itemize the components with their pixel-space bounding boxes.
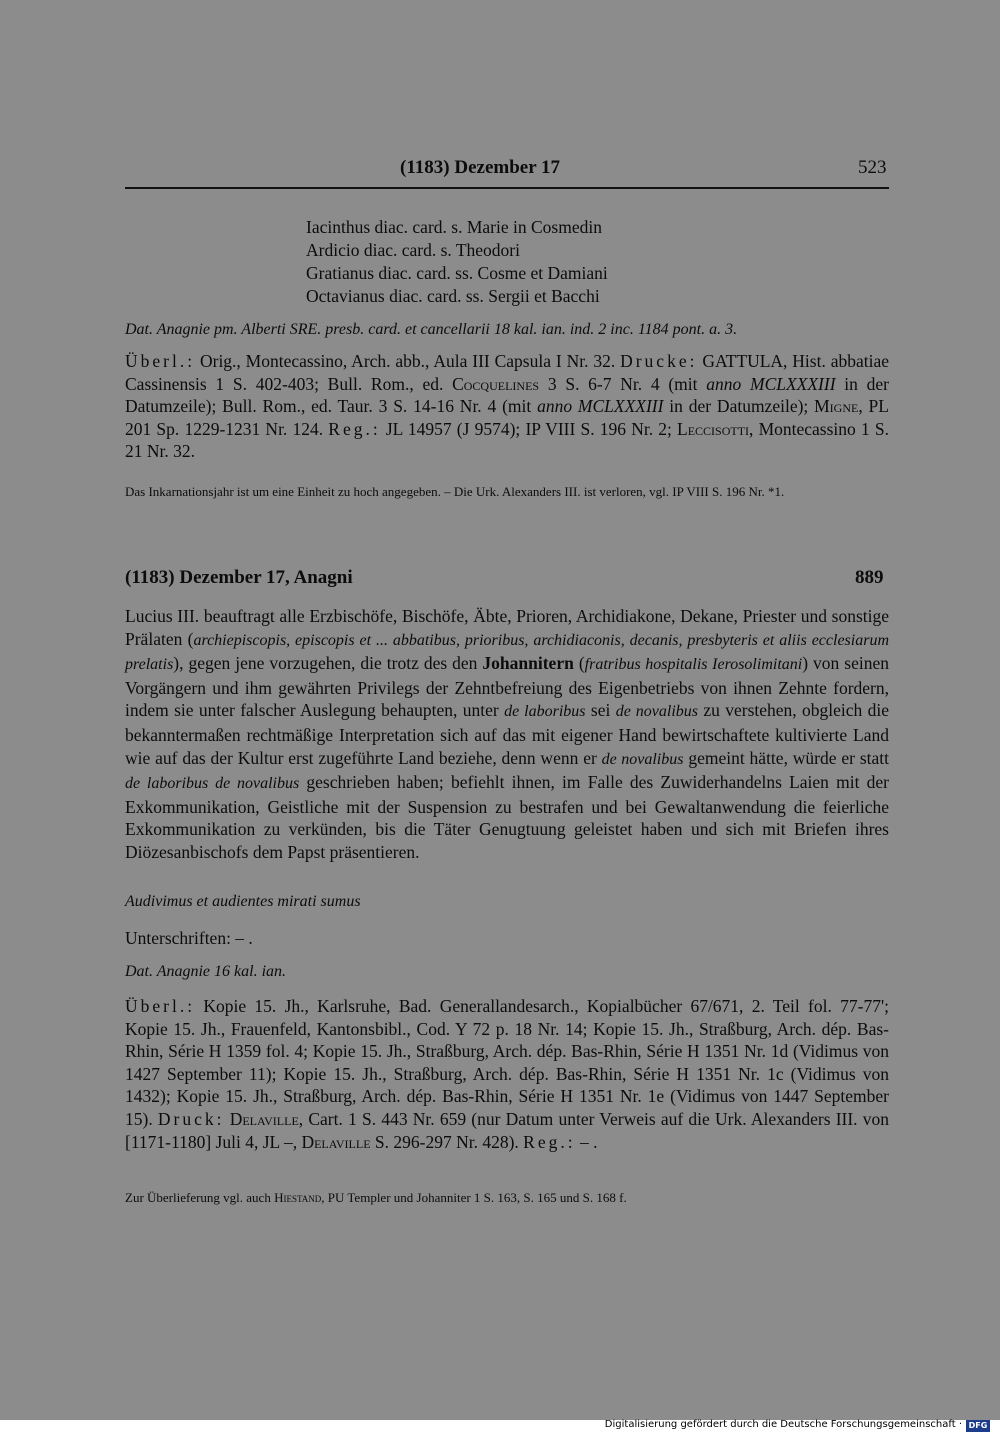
druck-label: Druck: [157,1108,225,1129]
regest-number: 889 [855,567,884,588]
reg-label: Reg.: [328,418,381,439]
page-number: 523 [858,157,887,178]
reg-label: Reg.: [523,1131,576,1152]
regest-heading: (1183) Dezember 17, Anagni [125,567,353,588]
signatory-line: Ardicio diac. card. s. Theodori [306,240,520,260]
dfg-logo: DFG [966,1420,990,1432]
header-rule [125,187,889,189]
signatory-line: Gratianus diac. card. ss. Cosme et Damiani [306,263,608,283]
signatory-line: Octavianus diac. card. ss. Sergii et Bacchi [306,286,600,306]
drucke-label: Drucke: [620,351,698,371]
transmission-paragraph: Überl.: Orig., Montecassino, Arch. abb., Aula III Capsula I Nr. 32. Drucke: GATTULA, Hist. abbatiae Cassinensis 1 S. 402-403; Bull. Rom., ed. Cocquelines 3 S. 6-7 Nr. 4 (mit anno MCLXXXIII in der Datumzeile); Bull. Rom., ed. Taur. 3 S. 14-16 Nr. 4 (mit anno MCLXXXIII in der Datumzeile); Migne, PL 201 Sp. 1229-1231 Nr. 124. Reg.: JL 14957 (J 9574); IP VIII S. 196 Nr. 2; Leccisotti, Montecassino 1 S. 21 Nr. 32. [125,351,890,462]
editorial-note: Das Inkarnationsjahr ist um eine Einheit zu hoch angegeben. – Die Urk. Alexanders III. ist verloren, vgl. IP VIII S. 196 Nr. *1. [125,484,785,499]
uberl-label: Überl.: [125,996,196,1016]
regest-summary: Lucius III. beauftragt alle Erzbischöfe, Bischöfe, Äbte, Prioren, Archidiakone, Dekane, Priester und sonstige Prälaten (archiepiscopis, episcopis et ... abbatibus, prioribus, archidiaconis, decanis, presbyteris et aliis ecclesiarum prelatis), gegen jene vorzugehen, die trotz des den Johannitern (fratribus hospitalis Ierosolimitani) von seinen Vorgängern und ihm gewährten Privilegs der Zehntbefreiung des Eigenbetriebs von ihnen Zehnte fordern, indem sie unter falscher Auslegung behaupten, unter de laboribus sei de novalibus zu verstehen, obgleich die bekanntermaßen rechtmäßige Interpretation sich auf das mit eigener Hand bewirtschaftete kultivierte Land wie auf das der Kultur erst zugeführte Land beziehe, denn wenn er de novalibus gemeint hätte, würde er statt de laboribus de novalibus geschrieben haben; befiehlt ihnen, im Falle des Zuwiderhandelns Laien mit der Exkommunikation, Geistliche mit der Suspension zu bestrafen und bei Gewaltanwendung die feierliche Exkommunikation zu verkünden, bis die Täter Genugtuung geleistet haben und sich mit Briefen ihres Diözesanbischofs dem Papst präsentieren. [125,606,890,862]
incipit: Audivimus et audientes mirati sumus [125,893,361,910]
uberl-label: Überl.: [125,351,196,371]
funding-notice: Digitalisierung gefördert durch die Deutsche Forschungsgemeinschaft · [604,1419,962,1430]
dating-clause: Dat. Anagnie pm. Alberti SRE. presb. card. et cancellarii 18 kal. ian. ind. 2 inc. 1184 pont. a. 3. [125,321,738,338]
editorial-note-2: Zur Überlieferung vgl. auch Hiestand, PU Templer und Johanniter 1 S. 163, S. 165 und S. 168 f. [125,1190,627,1205]
running-header-title: (1183) Dezember 17 [400,157,561,178]
signatures-line: Unterschriften: – . [125,928,253,948]
transmission-paragraph-2: Überl.: Kopie 15. Jh., Karlsruhe, Bad. Generallandesarch., Kopialbücher 67/671, 2. Teil fol. 77-77'; Kopie 15. Jh., Frauenfeld, Kantonsbibl., Cod. Y 72 p. 18 Nr. 14; Kopie 15. Jh., Straßburg, Arch. dép. Bas-Rhin, Série H 1359 fol. 4; Kopie 15. Jh., Straßburg, Arch. dép. Bas-Rhin, Série H 1351 Nr. 1d (Vidimus von 1427 September 11); Kopie 15. Jh., Straßburg, Arch. dép. Bas-Rhin, Série H 1351 Nr. 1c (Vidimus von 1432); Kopie 15. Jh., Straßburg, Arch. dép. Bas-Rhin, Série H 1351 Nr. 1e (Vidimus von 1447 September 15). Druck: Delaville, Cart. 1 S. 443 Nr. 659 (nur Datum unter Verweis auf die Urk. Alexanders III. von [1171-1180] Juli 4, JL –, Delaville S. 296-297 Nr. 428). Reg.: – . [125,996,890,1152]
dating-clause-2: Dat. Anagnie 16 kal. ian. [125,963,287,980]
signatory-line: Iacinthus diac. card. s. Marie in Cosmedin [306,217,602,237]
